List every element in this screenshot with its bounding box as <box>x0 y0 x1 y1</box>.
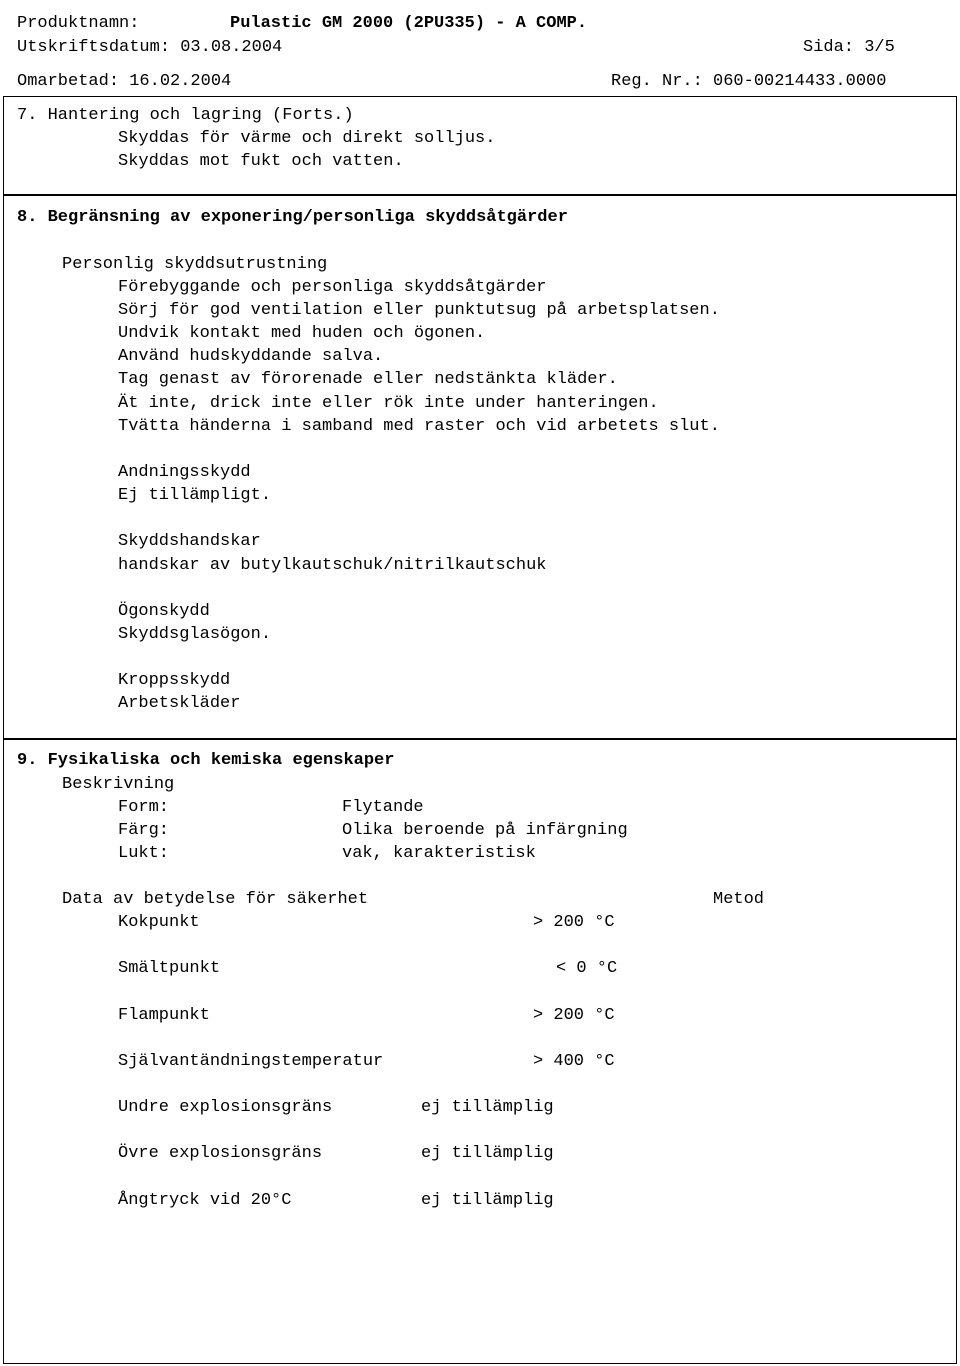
section-7-title: 7. Hantering och lagring (Forts.) <box>17 106 354 125</box>
odor-value: vak, karakteristisk <box>342 844 536 863</box>
flash-point-value: > 200 °C <box>533 1006 615 1025</box>
odor-label: Lukt: <box>118 844 170 863</box>
section-7-line: Skyddas för värme och direkt solljus. <box>118 129 496 148</box>
preventive-line: Ät inte, drick inte eller rök inte under hanteringen. <box>118 394 659 413</box>
lower-explosion-limit-value: ej tillämplig <box>421 1098 554 1117</box>
vapor-pressure-value: ej tillämplig <box>421 1191 554 1210</box>
section-7-line: Skyddas mot fukt och vatten. <box>118 152 404 171</box>
gloves-value: handskar av butylkautschuk/nitrilkautschuk <box>118 556 547 575</box>
safety-data-heading: Data av betydelse för säkerhet <box>62 890 369 909</box>
melting-point-label: Smältpunkt <box>118 959 221 978</box>
boiling-point-value: > 200 °C <box>533 913 615 932</box>
flash-point-label: Flampunkt <box>118 1006 210 1025</box>
section-divider <box>4 194 956 196</box>
color-value: Olika beroende på infärgning <box>342 821 628 840</box>
registration-number: Reg. Nr.: 060-00214433.0000 <box>611 72 887 91</box>
melting-point-value: < 0 °C <box>556 959 618 978</box>
description-heading: Beskrivning <box>62 775 175 794</box>
upper-explosion-limit-value: ej tillämplig <box>421 1144 554 1163</box>
revised-date: Omarbetad: 16.02.2004 <box>17 72 232 91</box>
preventive-line: Tag genast av förorenade eller nedstänkta kläder. <box>118 370 618 389</box>
eye-value: Skyddsglasögon. <box>118 625 272 644</box>
product-name: Pulastic GM 2000 (2PU335) - A COMP. <box>230 14 588 33</box>
respiratory-value: Ej tillämpligt. <box>118 486 272 505</box>
form-value: Flytande <box>342 798 424 817</box>
product-label: Produktnamn: <box>17 14 140 33</box>
body-heading: Kroppsskydd <box>118 671 231 690</box>
gloves-heading: Skyddshandskar <box>118 532 261 551</box>
preventive-line: Undvik kontakt med huden och ögonen. <box>118 324 486 343</box>
boiling-point-label: Kokpunkt <box>118 913 200 932</box>
color-label: Färg: <box>118 821 170 840</box>
preventive-line: Tvätta händerna i samband med raster och vid arbetets slut. <box>118 417 720 436</box>
autoignition-value: > 400 °C <box>533 1052 615 1071</box>
vapor-pressure-label: Ångtryck vid 20°C <box>118 1191 292 1210</box>
print-date: Utskriftsdatum: 03.08.2004 <box>17 38 283 57</box>
section-9-title: 9. Fysikaliska och kemiska egenskaper <box>17 751 395 770</box>
lower-explosion-limit-label: Undre explosionsgräns <box>118 1098 333 1117</box>
preventive-line: Använd hudskyddande salva. <box>118 347 384 366</box>
section-divider <box>4 738 956 740</box>
page-number: Sida: 3/5 <box>803 38 895 57</box>
section-8-title: 8. Begränsning av exponering/personliga skyddsåtgärder <box>17 208 568 227</box>
preventive-heading: Förebyggande och personliga skyddsåtgärder <box>118 278 547 297</box>
method-heading: Metod <box>713 890 765 909</box>
respiratory-heading: Andningsskydd <box>118 463 251 482</box>
upper-explosion-limit-label: Övre explosionsgräns <box>118 1144 323 1163</box>
eye-heading: Ögonskydd <box>118 602 210 621</box>
form-label: Form: <box>118 798 170 817</box>
autoignition-label: Självantändningstemperatur <box>118 1052 384 1071</box>
ppe-heading: Personlig skyddsutrustning <box>62 255 328 274</box>
preventive-line: Sörj för god ventilation eller punktutsug på arbetsplatsen. <box>118 301 720 320</box>
body-value: Arbetskläder <box>118 694 241 713</box>
